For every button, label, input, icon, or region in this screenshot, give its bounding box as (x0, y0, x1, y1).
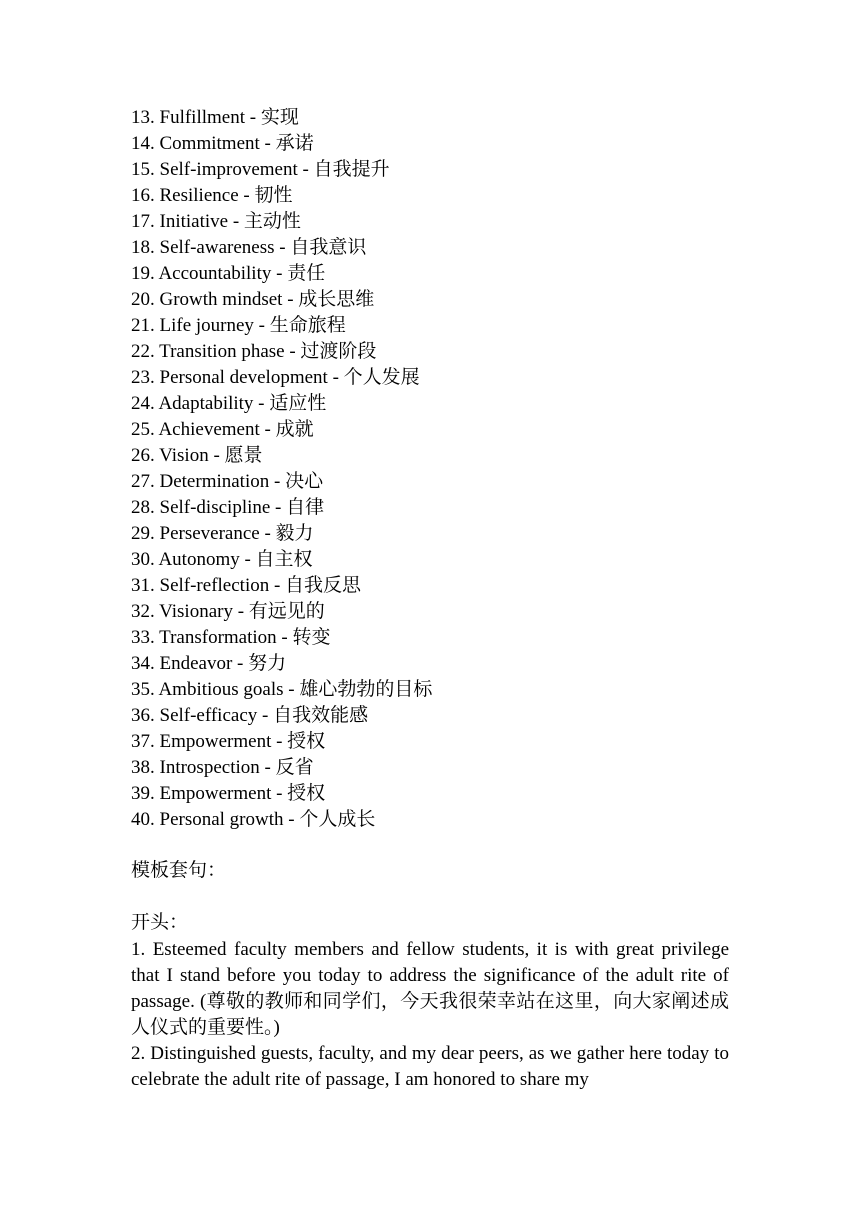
vocabulary-list (131, 105, 731, 833)
vocab-item: 33. Transformation - 转变 (131, 627, 331, 648)
vocab-item: 14. Commitment - 承诺 (131, 133, 314, 154)
vocab-item: 13. Fulfillment - 实现 (131, 107, 299, 128)
vocab-item: 23. Personal development - 个人发展 (131, 367, 420, 388)
vocab-item: 29. Perseverance - 毅力 (131, 523, 314, 544)
vocab-item: 15. Self-improvement - 自我提升 (131, 159, 390, 180)
templates-heading: 模板套句： (131, 860, 227, 881)
vocab-item: 35. Ambitious goals - 雄心勃勃的目标 (131, 679, 433, 700)
vocab-item: 26. Vision - 愿景 (131, 445, 263, 466)
vocab-item: 40. Personal growth - 个人成长 (131, 809, 376, 830)
vocab-item: 21. Life journey - 生命旅程 (131, 315, 346, 336)
vocab-item: 32. Visionary - 有远见的 (131, 601, 325, 622)
vocab-item: 28. Self-discipline - 自律 (131, 497, 325, 518)
vocab-item: 25. Achievement - 成就 (131, 419, 314, 440)
vocab-item: 24. Adaptability - 适应性 (131, 393, 327, 414)
vocab-item: 22. Transition phase - 过渡阶段 (131, 341, 377, 362)
vocab-item: 16. Resilience - 韧性 (131, 185, 293, 206)
vocab-item: 30. Autonomy - 自主权 (131, 549, 313, 570)
vocab-item: 19. Accountability - 责任 (131, 263, 326, 284)
opening-heading: 开头： (131, 912, 189, 933)
vocab-item: 38. Introspection - 反省 (131, 757, 314, 778)
vocab-item: 17. Initiative - 主动性 (131, 211, 301, 232)
vocab-item: 37. Empowerment - 授权 (131, 731, 326, 752)
vocab-item: 27. Determination - 决心 (131, 471, 324, 492)
vocab-item: 39. Empowerment - 授权 (131, 783, 326, 804)
vocab-item: 18. Self-awareness - 自我意识 (131, 237, 367, 258)
opening-paragraph-2: 2. Distinguished guests, faculty, and my dear peers, as we gather here today to celebrate the adult rite of passage, I am honored to share my (131, 1043, 729, 1090)
opening-paragraphs (131, 937, 729, 1093)
vocab-item: 36. Self-efficacy - 自我效能感 (131, 705, 369, 726)
opening-paragraph-1: 1. Esteemed faculty members and fellow students, it is with great privilege that I stand before you today to address the significance of the adult rite of passage. (尊敬的教师和同学们，今天我很荣幸站在这里，向大家阐述成人仪式的重要性。) (131, 939, 729, 1038)
vocab-item: 31. Self-reflection - 自我反思 (131, 575, 362, 596)
vocab-item: 20. Growth mindset - 成长思维 (131, 289, 375, 310)
vocab-item: 34. Endeavor - 努力 (131, 653, 287, 674)
